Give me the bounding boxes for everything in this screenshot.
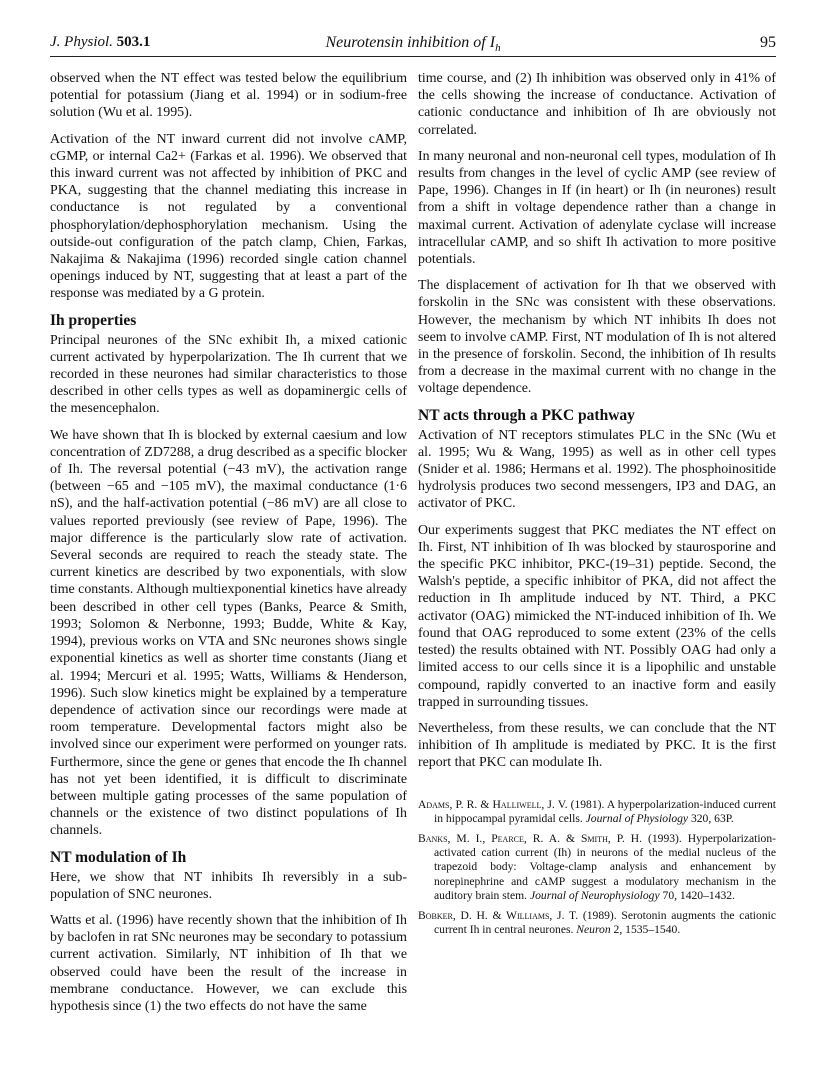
section-heading: Ih properties (50, 311, 137, 329)
paragraph: Principal neurones of the SNc exhibit Ih, a mixed cationic current activated by hyperpolarization. The Ih current that we recorded in these neurones had similar characteristics to those described in other cells types as well as dopaminergic cells of the mesencephalon. (50, 332, 407, 417)
section-heading: NT modulation of Ih (50, 848, 187, 866)
reference-item: Bobker, D. H. & Williams, J. T. (1989). Serotonin augments the cationic current Ih in central neurones. Neuron 2, 1535–1540. (418, 908, 776, 937)
paragraph: In many neuronal and non-neuronal cell types, modulation of Ih results from changes in the level of cyclic AMP (see review of Pape, 1996). Changes in If (in heart) or Ih (in neurones) result from a shift in voltage dependence rather than a change in maximal current. Activation of adenylate cyclase will increase intracellular cAMP, and so shift Ih activation to more positive potentials. (418, 148, 776, 268)
paragraph: Activation of NT receptors stimulates PLC in the SNc (Wu et al. 1995; Wu & Wang, 1995) as well as in other cell types (Snider et al. 1986; Hermans et al. 1992). The phosphoinositide hydrolysis produces two second messengers, IP3 and DAG, an activator of PKC. (418, 427, 776, 512)
paragraph: We have shown that Ih is blocked by external caesium and low concentration of ZD7288, a drug described as a specific blocker of Ih. The reversal potential (−43 mV), the activation range (between −65 and −105 mV), the maximal conductance (1·6 nS), and the half-activation potential (−86 mV) are all close to values reported previously (see review of Pape, 1996). The major difference is the particularly slow rate of activation. Several seconds are required to reach the steady state. The current kinetics are described by two exponentials, with slow time constants. Although multiexponential kinetics have already been described in other cell types (Banks, Pearce & Smith, 1993; Solomon & Nerbonne, 1993; Budde, White & Kay, 1994), previous works on VTA and SNc neurones shows single exponential kinetics as well as shorter time constants (Jiang et al. 1994; Mercuri et al. 1995; Watts, Williams & Henderson, 1996). Such slow kinetics might be explained by a temperature dependence of activation since our recordings were made at room temperature. Developmental factors might also be involved since our experiment were performed on younger rats. Furthermore, since the gene or genes that encode the Ih channel has not yet been identified, it is difficult to discriminate between multiple gating processes of the same population of channels or the existence of two distinct populations of Ih channels. (50, 427, 407, 839)
paragraph: Our experiments suggest that PKC mediates the NT effect on Ih. First, NT inhibition of Ih was blocked by staurosporine and the specific PKC inhibitor, PKC-(19–31) peptide. Second, the Walsh's peptide, a specific inhibitor of PKA, did not affect the reduction in Ih amplitude induced by NT. Third, a PKC activator (OAG) mimicked the NT-induced inhibition of Ih. We found that OAG reproduced to some extent (23% of the cells tested) the results obtained with NT. Possibly OAG had only a limited access to our cells since it is a lipophilic and unstable compound, rapidly converted to an inactive form and easily trapped in surrounding tissues. (418, 522, 776, 710)
running-title: Neurotensin inhibition of $I_h$ (325, 34, 501, 55)
header-rule (50, 56, 776, 57)
reference-list (418, 798, 776, 938)
right-column (418, 70, 776, 943)
journal-citation: J. Physiol. 503.1 (50, 34, 151, 50)
section-heading: NT acts through a PKC pathway (418, 406, 635, 424)
reference-item: Banks, M. I., Pearce, R. A. & Smith, P. H. (1993). Hyperpolarization-activated cation current (Ih) in neurons of the medial nucleus of the trapezoid body: Voltage-clamp analysis and enhancement by norepinephrine and cAMP suggest a modulatory mechanism in the auditory brain stem. Journal of Neurophysiology 70, 1420–1432. (418, 831, 776, 902)
reference-item: Adams, P. R. & Halliwell, J. V. (1981). A hyperpolarization-induced current in hippocampal pyramidal cells. Journal of Physiology 320, 63P. (418, 797, 776, 825)
page-number: 95 (760, 34, 776, 51)
paragraph: time course, and (2) Ih inhibition was observed only in 41% of the cells showing the increase of conductance. Activation of cationic conductance and inhibition of Ih are obviously not correlated. (418, 71, 776, 138)
running-header (50, 34, 776, 54)
paragraph: Here, we show that NT inhibits Ih reversibly in a sub-population of SNC neurones. (50, 869, 407, 902)
paragraph: Nevertheless, from these results, we can conclude that the NT inhibition of Ih amplitude is mediated by PKC. It is the first report that PKC can modulate Ih. (418, 720, 776, 771)
paragraph: observed when the NT effect was tested below the equilibrium potential for potassium (Jiang et al. 1994) or in sodium-free solution (Wu et al. 1995). (50, 71, 407, 121)
paragraph: Activation of the NT inward current did not involve cAMP, cGMP, or internal Ca2+ (Farkas et al. 1996). We observed that this inward current was not affected by inhibition of PKC and PKA, suggesting that the channel mediating this increase in conductance is not regulated by a conventional phosphorylation/dephosphorylation mechanism. Using the outside-out configuration of the patch clamp, Chien, Farkas, Nakajima & Nakajima (1996) recorded single cation channel openings induced by NT, suggesting that at least a part of the response was mediated by a G protein. (50, 131, 407, 302)
paragraph: Watts et al. (1996) have recently shown that the inhibition of Ih by baclofen in rat SNc neurones may be secondary to potassium current activation. Similarly, NT inhibition of Ih that we observed could have been the result of the increase in membrane conductance. However, we can exclude this hypothesis since (1) the two effects do not have the same (50, 912, 407, 1014)
left-column (50, 70, 407, 1024)
paragraph: The displacement of activation for Ih that we observed with forskolin in the SNc was consistent with these observations. However, the mechanism by which NT inhibits Ih does not seem to involve cAMP. First, NT modulation of Ih is not altered in the presence of forskolin. Second, the inhibition of Ih results from a decrease in the maximal current with no change in the voltage dependence. (418, 278, 776, 397)
